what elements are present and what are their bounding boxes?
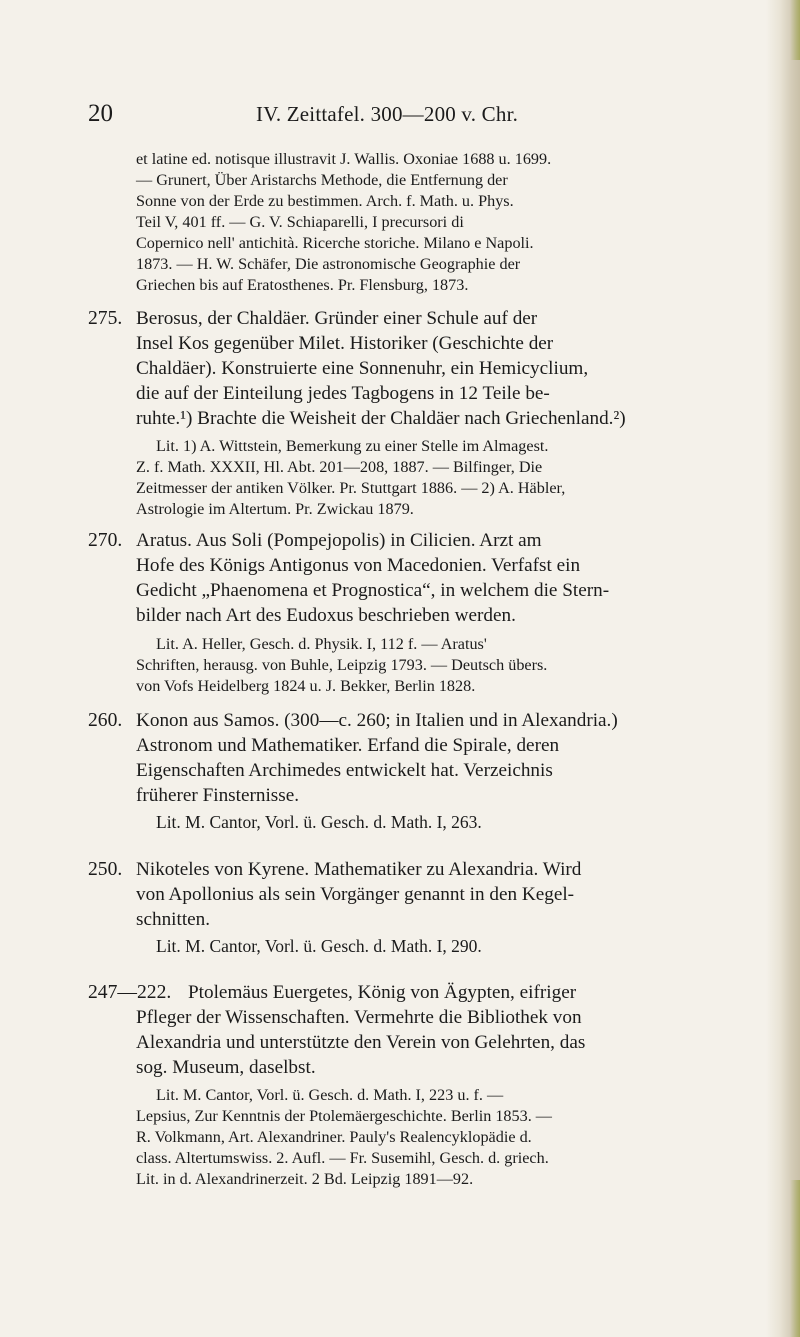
entry-line: Astronom und Mathematiker. Erfand die Spirale, deren (136, 735, 560, 756)
lit-line: class. Altertumswiss. 2. Aufl. — Fr. Susemihl, Gesch. d. griech. (136, 1149, 549, 1167)
lit-line: Z. f. Math. XXXII, Hl. Abt. 201—208, 1887. — Bilfinger, Die (136, 458, 543, 476)
running-title: IV. Zeittafel. 300—200 v. Chr. (256, 102, 519, 126)
entry-line: Gedicht „Phaenomena et Prognostica“, in welchem die Stern- (136, 580, 610, 601)
lit-line: Schriften, herausg. von Buhle, Leipzig 1793. — Deutsch übers. (136, 656, 548, 674)
entry-line: Konon aus Samos. (300—c. 260; in Italien und in Alexandria.) (136, 710, 618, 731)
lit-line: R. Volkmann, Art. Alexandriner. Pauly's Realencyklopädie d. (136, 1128, 532, 1146)
lit-line: Lit. 1) A. Wittstein, Bemerkung zu einer Stelle im Almagest. (156, 437, 549, 455)
text-line: Griechen bis auf Eratosthenes. Pr. Flensburg, 1873. (136, 276, 469, 294)
entry-line: ruhte.¹) Brachte die Weisheit der Chaldäer nach Griechenland.²) (136, 408, 626, 429)
entry-line: Berosus, der Chaldäer. Gründer einer Schule auf der (136, 308, 538, 329)
entry-line: Hofe des Königs Antigonus von Macedonien. Verfafst ein (136, 555, 581, 576)
lit-line: Lit. M. Cantor, Vorl. ü. Gesch. d. Math. I, 263. (156, 812, 482, 832)
entry-line: Alexandria und unterstützte den Verein von Gelehrten, das (136, 1032, 586, 1053)
entry-line: Pfleger der Wissenschaften. Vermehrte die Bibliothek von (136, 1007, 582, 1028)
entry-line: bilder nach Art des Eudoxus beschrieben werden. (136, 605, 516, 626)
entry-line: Insel Kos gegenüber Milet. Historiker (Geschichte der (136, 333, 554, 354)
edge-mark-top (790, 0, 800, 60)
text-line: — Grunert, Über Aristarchs Methode, die Entfernung der (136, 171, 508, 189)
entry-line: von Apollonius als sein Vorgänger genannt in den Kegel- (136, 884, 575, 905)
edge-mark-bottom (790, 1180, 800, 1337)
entry-number: 270. (88, 530, 123, 551)
text-line: Sonne von der Erde zu bestimmen. Arch. f. Math. u. Phys. (136, 192, 514, 210)
text-line: Copernico nell' antichità. Ricerche storiche. Milano e Napoli. (136, 234, 534, 252)
lit-line: Zeitmesser der antiken Völker. Pr. Stuttgart 1886. — 2) A. Häbler, (136, 479, 566, 497)
lit-line: Lit. in d. Alexandrinerzeit. 2 Bd. Leipzig 1891—92. (136, 1170, 474, 1188)
entry-line: früherer Finsternisse. (136, 785, 300, 806)
lit-line: Lepsius, Zur Kenntnis der Ptolemäergeschichte. Berlin 1853. — (136, 1107, 552, 1125)
entry-line: Nikoteles von Kyrene. Mathematiker zu Alexandria. Wird (136, 859, 582, 880)
lit-line: Lit. M. Cantor, Vorl. ü. Gesch. d. Math. I, 223 u. f. — (156, 1086, 504, 1104)
entry-number: 247—222. (88, 982, 172, 1003)
lit-line: Lit. M. Cantor, Vorl. ü. Gesch. d. Math. I, 290. (156, 936, 482, 956)
lit-line: Astrologie im Altertum. Pr. Zwickau 1879. (136, 500, 414, 518)
text-line: et latine ed. notisque illustravit J. Wallis. Oxoniae 1688 u. 1699. (136, 150, 552, 168)
text-line: 1873. — H. W. Schäfer, Die astronomische Geographie der (136, 255, 521, 273)
entry-number: 275. (88, 308, 123, 329)
page-number: 20 (88, 100, 113, 127)
lit-line: Lit. A. Heller, Gesch. d. Physik. I, 112 f. — Aratus' (156, 635, 487, 653)
entry-line: schnitten. (136, 909, 211, 930)
page-edge (766, 0, 800, 1337)
text-line: Teil V, 401 ff. — G. V. Schiaparelli, I precursori di (136, 213, 464, 231)
entry-line: Chaldäer). Konstruierte eine Sonnenuhr, ein Hemicyclium, (136, 358, 589, 379)
entry-line: Ptolemäus Euergetes, König von Ägypten, eifriger (188, 982, 577, 1003)
entry-line: Aratus. Aus Soli (Pompejopolis) in Cilicien. Arzt am (136, 530, 542, 551)
entry-line: sog. Museum, daselbst. (136, 1057, 316, 1078)
entry-line: die auf der Einteilung jedes Tagbogens in 12 Teile be- (136, 383, 550, 404)
entry-number: 260. (88, 710, 123, 731)
lit-line: von Vofs Heidelberg 1824 u. J. Bekker, Berlin 1828. (136, 677, 476, 695)
entry-number: 250. (88, 859, 123, 880)
entry-line: Eigenschaften Archimedes entwickelt hat. Verzeichnis (136, 760, 553, 781)
